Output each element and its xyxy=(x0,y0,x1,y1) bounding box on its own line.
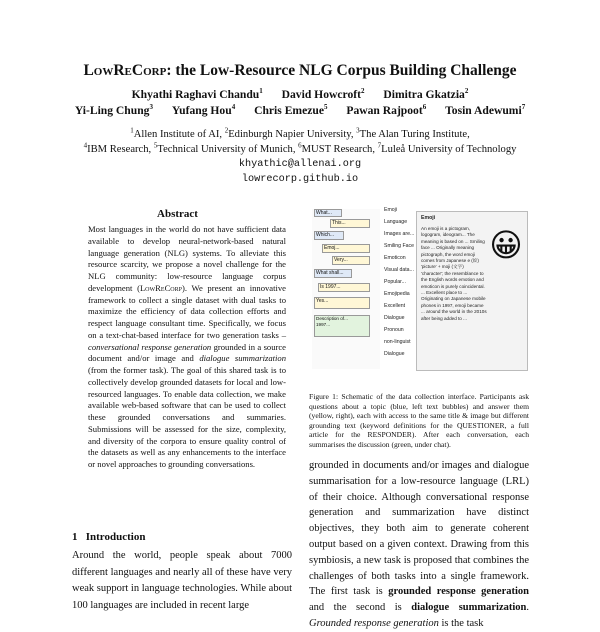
author-row-2 xyxy=(40,104,560,117)
chat-bubble-answer: This... xyxy=(330,219,370,228)
chat-bubble-answer: Very... xyxy=(332,256,370,265)
paper-title xyxy=(40,62,560,80)
keyword-label: Emojipedia xyxy=(384,291,410,297)
summary-box xyxy=(314,315,370,337)
keyword-label: Excellent xyxy=(384,303,406,309)
keyword-label: Emoji xyxy=(384,207,397,213)
author: Yi-Ling Chung$^3$ xyxy=(74,103,153,117)
abstract-body: Most languages in the world do not have sufficient data available to develop neural-network-based natural language generation (NLG) systems. To alleviate this resource scarcity, we propose a novel challenge for the NLG community: low-resource language corpus development (LowReCorp). We present an innovative framework to collect a single dataset with dual tasks to maximize the efficiency of data collection efforts and respect language consultant time. Specifically, we focus on a text-chat-based interface for two generation tasks – conversational response generation grounded in a source document and/or image and dialogue summarization (from the former task). The goal of this shared task is to collectively develop grounded datasets for local and low-resourced languages. To enable data collection, we make available web-based software that can be used to collect these grounded conversations and summaries. Submissions will be assessed for the size, complexity, and diversity of the corpora to ensure quality control of the datasets as well as any enhancements to the interface or novel approaches to grounding conversations. xyxy=(88,224,286,469)
author: David Howcroft$^2$ xyxy=(281,87,365,101)
figure-1-interface-schematic xyxy=(312,205,534,377)
smiling-face-emoji-icon: 😀 xyxy=(489,226,523,264)
keyword-label: Pronoun xyxy=(384,327,404,333)
chat-bubble-answer: Is 1997... xyxy=(318,283,370,292)
figure-caption: Figure 1: Schematic of the data collection interface. Participants ask questions about a topic (blue, left text bubbles) and answer them (yellow, right), each with access to the same title & image but different grounding text (keyword definitions for the QUESTIONER, a full article for the RESPONDER). After each conversation, each summarises the discussion (green, under chat). xyxy=(309,392,529,449)
summary-text: 1997... xyxy=(316,322,331,327)
article-title: Emoji xyxy=(421,215,436,221)
chat-bubble-answer: Emoj... xyxy=(322,244,370,253)
project-website[interactable]: lowrecorp.github.io xyxy=(241,174,359,185)
author: Chris Emezue$^5$ xyxy=(254,103,328,117)
keyword-label: non-linguist xyxy=(384,339,411,345)
chat-bubble-question: Which... xyxy=(314,231,344,240)
lowrecorp-acronym: LowReCorp xyxy=(139,282,182,293)
keyword-label: Emoticon xyxy=(384,255,406,261)
affiliations-line-2: $^4$IBM Research, $^5$Technical University of Munich, $^6$MUST Research, $^7$Luleå University of Technology xyxy=(83,141,517,155)
chat-bubble-question: What... xyxy=(314,209,342,217)
grounding-keywords-panel xyxy=(382,205,416,371)
keyword-label: Dialogue xyxy=(384,315,405,321)
keyword-label: Smiling Face xyxy=(384,243,414,249)
keyword-label: Images are... xyxy=(384,231,415,237)
author: Dimitra Gkatzia$^2$ xyxy=(383,87,469,101)
affiliations-line-1: $^1$Allen Institute of AI, $^2$Edinburgh Napier University, $^3$The Alan Turing Institute, xyxy=(130,126,470,140)
author: Yufang Hou$^4$ xyxy=(171,103,236,117)
author: Tosin Adewumi$^7$ xyxy=(445,103,526,117)
article-text: An emoji is a pictogram, logogram, ideogram... The meaning is based on ... Smiling face ... Originally meaning pictograph, the word emoji comes from Japanese e (絵) 'picture' + moji (文字) 'character'; the resemblance to the English words emotion and emoticon is purely coincidental. ... Excellent place to ... Originating on Japanese mobile phones in 1997, emoji became ... around the world in the 2010s after being added to ... xyxy=(421,226,487,321)
title-lowrecorp-corp: Corp xyxy=(131,62,167,79)
author-row-1 xyxy=(40,88,560,101)
section-heading-introduction: 1 Introduction xyxy=(72,531,146,543)
title-rest: : the Low-Resource NLG Corpus Building Challenge xyxy=(166,62,517,79)
chat-bubble-answer: Yes... xyxy=(314,297,370,309)
chat-bubble-question: What shall... xyxy=(314,269,352,278)
author: Khyathi Raghavi Chandu$^1$ xyxy=(131,87,263,101)
contact-email[interactable]: khyathic@allenai.org xyxy=(238,159,362,170)
right-column-body: grounded in documents and/or images and dialogue summarisation for a low-resource language (LRL) of their choice. Although conversational response generation and summarization have distinct objectives, they both aim to generate coherent output based on a given context. Drawing from this symbiosis, a new task is proposed that combines the challenges of both tasks into a single framework. The first task is grounded response generation and the second is dialogue summarization. Grounded response generation is the task xyxy=(309,460,529,629)
keyword-label: Language xyxy=(384,219,408,225)
article-panel xyxy=(416,211,528,371)
chat-panel xyxy=(312,209,380,369)
introduction-body: Around the world, people speak about 7000 different languages and nearly all of these have very weak support in language technologies. While about 100 languages are included in recent large xyxy=(72,550,292,611)
abstract-heading: Abstract xyxy=(157,208,198,220)
author: Pawan Rajpoot$^6$ xyxy=(346,103,427,117)
keyword-label: Visual data... xyxy=(384,267,414,273)
title-lowrecorp-low: Low xyxy=(83,62,114,79)
title-lowrecorp-re: Re xyxy=(113,62,132,79)
keyword-label: Dialogue xyxy=(384,351,405,357)
keyword-label: Popular... xyxy=(384,279,406,285)
summary-label: Description of... xyxy=(316,316,348,321)
